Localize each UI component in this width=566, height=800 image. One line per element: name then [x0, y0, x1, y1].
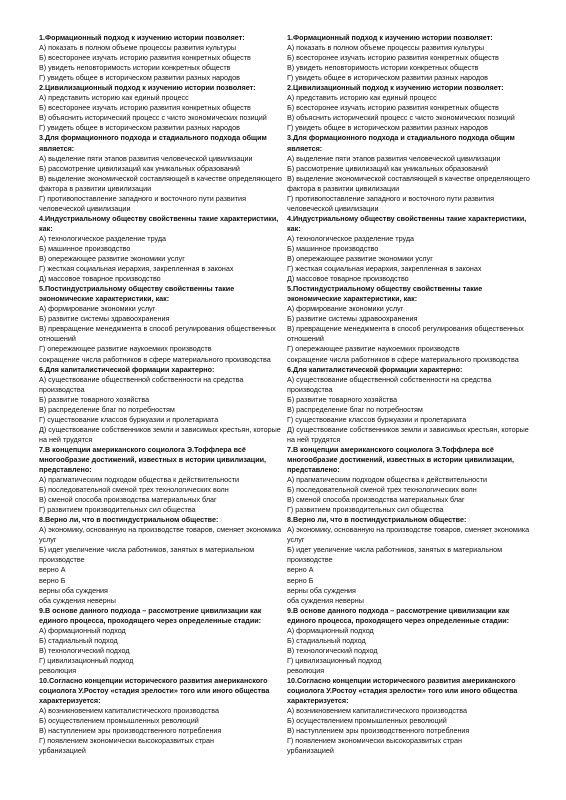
answer-option: А) прагматическим подходом общества к действительности: [287, 475, 488, 485]
answer-option: революция: [39, 665, 77, 675]
question-text: 3.Для формационного подхода и стадиального подхода общим является:: [287, 133, 515, 153]
answer-option: Б) последовательной сменой трех технологических волн: [287, 485, 477, 495]
answer-option: А) экономику, основанную на производстве товаров, сменяет экономика услуг: [287, 525, 530, 545]
answer-option: Г) появлением экономически высокоразвитых стран: [287, 736, 462, 746]
answer-option: Б) последовательной сменой трех технологических волн: [39, 485, 229, 495]
question-text: 6.Для капиталистической формации характерно:: [39, 364, 215, 374]
question-text: 6.Для капиталистической формации характерно:: [287, 364, 463, 374]
answer-option: В) наступлением эры производственного потребления: [287, 726, 470, 736]
answer-option: А) возникновением капиталистического производства: [287, 706, 468, 716]
answer-option: В) опережающее развитие экономики услуг: [287, 254, 433, 264]
answer-option: А) формирование экономики услуг: [287, 304, 404, 314]
question-text: 5.Постиндустриальному обществу свойственны такие экономические характеристики, как:: [287, 284, 483, 304]
answer-option: Г) противопоставление западного и восточного пути развития человеческой цивилизации: [39, 193, 246, 213]
question-text: 4.Индустриальному обществу свойственны такие характеристики, как:: [39, 213, 279, 233]
answer-option: В) объяснить исторический процесс с чисто экономических позиций: [39, 113, 267, 123]
answer-option: Б) всесторонее изучать историю развития конкретных обществ: [39, 103, 251, 113]
question-text: 5.Постиндустриальному обществу свойственны такие экономические характеристики, как:: [39, 284, 235, 304]
answer-option: А) возникновением капиталистического производства: [39, 706, 220, 716]
answer-option: Б) осуществлением промышленных революций: [39, 716, 199, 726]
answer-option: Б) машинное производство: [287, 243, 379, 253]
answer-option: урбанизацией: [39, 746, 86, 756]
answer-option: оба суждения неверны: [39, 595, 116, 605]
answer-option: Б) машинное производство: [39, 243, 131, 253]
answer-option: В) распределение благ по потребностям: [287, 404, 423, 414]
question-text: 10.Согласно концепции исторического развития американского социолога У.Ростоу «стадия зрелости» того или иного общества характеризуется:: [39, 676, 270, 706]
left-column: [39, 33, 289, 756]
answer-option: А) показать в полном объеме процессы развития культуры: [39, 43, 237, 53]
answer-option: Г) цивилизационный подход: [287, 655, 382, 665]
answer-option: В) выделение экономической составляющей в качестве определяющего фактора в развитии цивилизации: [39, 173, 282, 193]
answer-option: В) выделение экономической составляющей в качестве определяющего фактора в развитии цивилизации: [287, 173, 530, 193]
right-column: [287, 33, 537, 756]
answer-option: Б) развитие системы здравоохранения: [287, 314, 418, 324]
answer-option: В) увидеть неповторимость истории конкретных обществ: [39, 63, 231, 73]
question-text: 3.Для формационного подхода и стадиального подхода общим является:: [39, 133, 267, 153]
answer-option: верно Б: [287, 575, 314, 585]
answer-option: Д) массовое товарное производство: [39, 274, 161, 284]
question-text: 1.Формационный подход к изучению истории позволяет:: [287, 33, 493, 42]
answer-option: Б) рассмотрение цивилизаций как уникальных образований: [287, 163, 488, 173]
answer-option: Б) рассмотрение цивилизаций как уникальных образований: [39, 163, 240, 173]
answer-option: А) технологическое разделение труда: [39, 233, 167, 243]
question-text: 2.Цивилизационный подход к изучению истории позволяет:: [287, 83, 504, 93]
answer-option: А) представить историю как единый процесс: [287, 93, 437, 103]
question-text: 10.Согласно концепции исторического развития американского социолога У.Ростоу «стадия зрелости» того или иного общества характеризуется:: [287, 676, 518, 706]
question-text: 9.В основе данного подхода – рассмотрение цивилизации как единого процесса, проходящего через определенные стадии:: [287, 605, 510, 625]
answer-option: Б) развитие товарного хозяйства: [287, 394, 398, 404]
answer-option: Г) существование классов буржуазии и пролетариата: [287, 414, 467, 424]
answer-option: Г) увидеть общее в историческом развитии разных народов: [39, 73, 240, 83]
answer-option: А) существование общественной собственности на средства производства: [39, 374, 244, 394]
answer-option: Б) всесторонее изучать историю развития конкретных обществ: [39, 53, 251, 63]
answer-option: Г) существование классов буржуазии и пролетариата: [39, 414, 219, 424]
answer-option: Г) развитием производительных сил общества: [39, 505, 196, 515]
answer-option: Г) жесткая социальная иерархия, закрепленная в законах: [39, 264, 234, 274]
answer-option: В) сменой способа производства материальных благ: [287, 495, 465, 505]
answer-option: Г) цивилизационный подход: [39, 655, 134, 665]
answer-option: Б) развитие товарного хозяйства: [39, 394, 150, 404]
answer-option: А) показать в полном объеме процессы развития культуры: [287, 43, 485, 53]
answer-option: Б) всесторонее изучать историю развития конкретных обществ: [287, 53, 499, 63]
answer-option: Г) увидеть общее в историческом развитии разных народов: [39, 123, 240, 133]
answer-option: В) превращение менеджмента в способ регулирования общественных отношений: [39, 324, 276, 344]
answer-option: Б) развитие системы здравоохранения: [39, 314, 170, 324]
answer-option: Д) существование собственников земли и зависимых крестьян, которые на ней трудятся: [287, 424, 529, 444]
answer-option: Г) появлением экономически высокоразвитых стран: [39, 736, 214, 746]
answer-option: Г) жесткая социальная иерархия, закрепленная в законах: [287, 264, 482, 274]
answer-option: Б) осуществлением промышленных революций: [287, 716, 447, 726]
question-text: 8.Верно ли, что в постиндустриальном обществе:: [39, 515, 219, 525]
answer-option: А) существование общественной собственности на средства производства: [287, 374, 492, 394]
answer-option: революция: [287, 665, 325, 675]
answer-option: Г) развитием производительных сил общества: [287, 505, 444, 515]
question-text: 4.Индустриальному обществу свойственны такие характеристики, как:: [287, 213, 527, 233]
answer-option: Г) увидеть общее в историческом развитии разных народов: [287, 73, 488, 83]
answer-option: В) увидеть неповторимость истории конкретных обществ: [287, 63, 479, 73]
answer-option: Г) опережающее развитие наукоемких производств: [287, 344, 460, 354]
question-text: 9.В основе данного подхода – рассмотрение цивилизации как единого процесса, проходящего через определенные стадии:: [39, 605, 262, 625]
answer-option: Г) увидеть общее в историческом развитии разных народов: [287, 123, 488, 133]
question-text: 1.Формационный подход к изучению истории позволяет:: [39, 33, 245, 42]
answer-option: верны оба суждения: [287, 585, 356, 595]
answer-option: В) сменой способа производства материальных благ: [39, 495, 217, 505]
answer-option: А) формационный подход: [39, 625, 126, 635]
answer-option: А) представить историю как единый процесс: [39, 93, 189, 103]
answer-option: верно А: [287, 565, 314, 575]
question-text: 8.Верно ли, что в постиндустриальном обществе:: [287, 515, 467, 525]
answer-option: В) технологический подход: [287, 645, 378, 655]
answer-option: Г) противопоставление западного и восточного пути развития человеческой цивилизации: [287, 193, 494, 213]
answer-option: Б) стадиальный подход: [287, 635, 366, 645]
question-text: 2.Цивилизационный подход к изучению истории позволяет:: [39, 83, 256, 93]
answer-option: А) формирование экономики услуг: [39, 304, 156, 314]
answer-option: оба суждения неверны: [287, 595, 364, 605]
answer-option: Г) опережающее развитие наукоемких производств: [39, 344, 212, 354]
answer-option: В) распределение благ по потребностям: [39, 404, 175, 414]
answer-option: В) технологический подход: [39, 645, 130, 655]
answer-option: верны оба суждения: [39, 585, 108, 595]
answer-option: сокращение числа работников в сфере материального производства: [287, 354, 519, 364]
question-text: 7.В концепции американского социолога Э.Тоффлера всё многообразие достижений, известных в истории цивилизации, представлено:: [39, 444, 267, 475]
answer-option: Б) идет увеличение числа работников, занятых в материальном производстве: [39, 545, 255, 565]
answer-option: А) экономику, основанную на производстве товаров, сменяет экономика услуг: [39, 525, 282, 545]
answer-option: верно А: [39, 565, 66, 575]
answer-option: В) превращение менеджмента в способ регулирования общественных отношений: [287, 324, 524, 344]
question-text: 7.В концепции американского социолога Э.Тоффлера всё многообразие достижений, известных в истории цивилизации, представлено:: [287, 444, 515, 475]
answer-option: А) прагматическим подходом общества к действительности: [39, 475, 240, 485]
answer-option: А) технологическое разделение труда: [287, 233, 415, 243]
answer-option: урбанизацией: [287, 746, 334, 756]
answer-option: Б) всесторонее изучать историю развития конкретных обществ: [287, 103, 499, 113]
answer-option: Б) стадиальный подход: [39, 635, 118, 645]
answer-option: верно Б: [39, 575, 66, 585]
answer-option: А) выделение пяти этапов развития человеческой цивилизации: [39, 153, 253, 163]
answer-option: В) наступлением эры производственного потребления: [39, 726, 222, 736]
answer-option: Б) идет увеличение числа работников, занятых в материальном производстве: [287, 545, 503, 565]
answer-option: В) объяснить исторический процесс с чисто экономических позиций: [287, 113, 515, 123]
answer-option: А) формационный подход: [287, 625, 374, 635]
answer-option: сокращение числа работников в сфере материального производства: [39, 354, 271, 364]
answer-option: В) опережающее развитие экономики услуг: [39, 254, 185, 264]
answer-option: Д) существование собственников земли и зависимых крестьян, которые на ней трудятся: [39, 424, 281, 444]
answer-option: А) выделение пяти этапов развития человеческой цивилизации: [287, 153, 501, 163]
answer-option: Д) массовое товарное производство: [287, 274, 409, 284]
